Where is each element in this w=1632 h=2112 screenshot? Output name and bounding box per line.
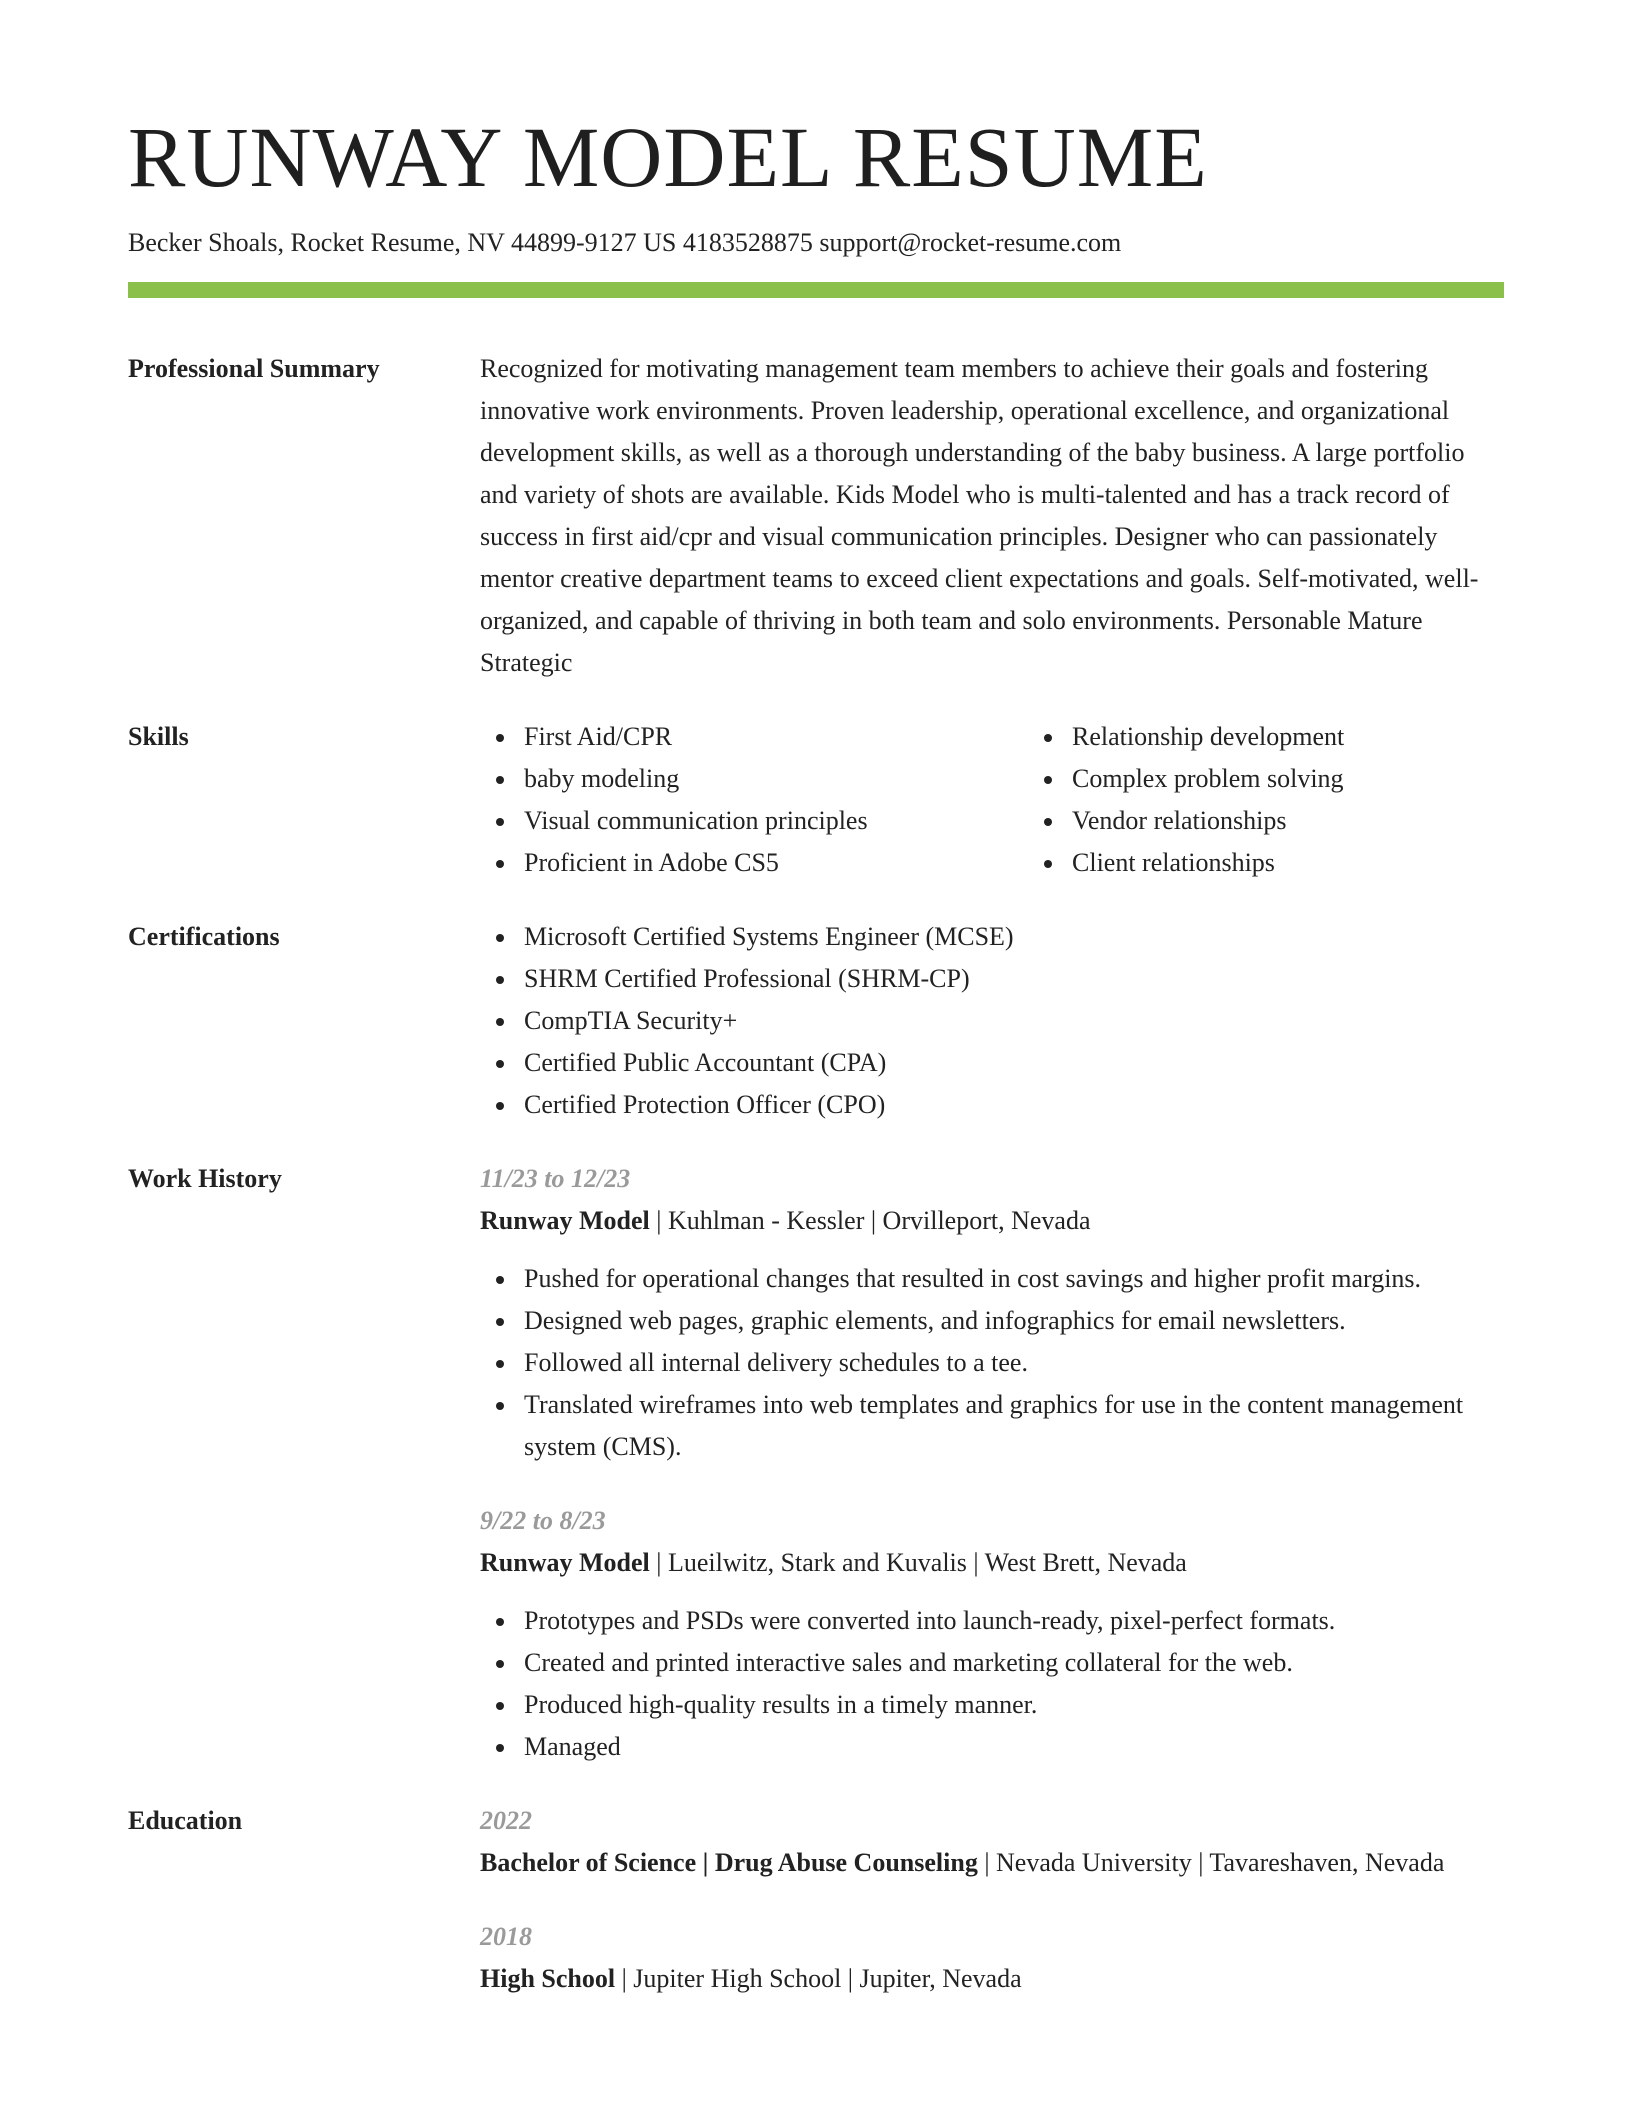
skills-list-left: [480, 716, 1028, 884]
education-degree: High School: [480, 1964, 616, 1993]
summary-text: Recognized for motivating management team members to achieve their goals and fostering innovative work environments. Proven leadership, operational excellence, and organizational development skills, as well as a thorough understanding of the baby business. A large portfolio and variety of shots are available. Kids Model who is multi-talented and has a track record of success in first aid/cpr and visual communication principles. Designer who can passionately mentor creative department teams to exceed client expectations and goals. Self-motivated, well-organized, and capable of thriving in both team and solo environments. Personable Mature Strategic: [480, 354, 1479, 677]
skills-grid: [480, 716, 1576, 884]
skill-item: Proficient in Adobe CS5: [524, 842, 1028, 884]
certification-item: Certified Public Accountant (CPA): [524, 1042, 1504, 1084]
education-line: [480, 1842, 1504, 1884]
skill-item: baby modeling: [524, 758, 1028, 800]
job-bullets: [480, 1600, 1504, 1768]
job-bullet: Produced high-quality results in a timely manner.: [524, 1684, 1504, 1726]
certification-item: Certified Protection Officer (CPO): [524, 1084, 1504, 1126]
education-details: | Jupiter High School | Jupiter, Nevada: [615, 1964, 1022, 1993]
certifications-list: [480, 916, 1504, 1126]
certifications-section: [128, 916, 1504, 1126]
education-year: 2022: [480, 1806, 532, 1835]
skill-item: Visual communication principles: [524, 800, 1028, 842]
skill-item: Complex problem solving: [1072, 758, 1576, 800]
certifications-heading: Certifications: [128, 922, 280, 951]
job-entry: [480, 1158, 1504, 1468]
education-section: [128, 1800, 1504, 2000]
summary-section: [128, 348, 1504, 684]
resume-title: RUNWAY MODEL RESUME: [128, 109, 1208, 205]
job-dates: 11/23 to 12/23: [480, 1164, 631, 1193]
education-line: [480, 1958, 1504, 2000]
education-degree: Bachelor of Science | Drug Abuse Counseling: [480, 1848, 978, 1877]
skills-section: [128, 716, 1504, 884]
education-details: | Nevada University | Tavareshaven, Nevada: [977, 1848, 1445, 1877]
education-entry: [480, 1800, 1504, 1884]
job-role-line: [480, 1542, 1504, 1584]
skills-list-right: [1028, 716, 1576, 884]
header-divider: [128, 282, 1504, 298]
summary-heading: Professional Summary: [128, 354, 380, 383]
skills-heading: Skills: [128, 722, 189, 751]
job-bullet: Managed: [524, 1726, 1504, 1768]
certification-item: Microsoft Certified Systems Engineer (MCSE): [524, 916, 1504, 958]
job-bullet: Followed all internal delivery schedules to a tee.: [524, 1342, 1504, 1384]
job-bullet: Pushed for operational changes that resulted in cost savings and higher profit margins.: [524, 1258, 1504, 1300]
skill-item: Vendor relationships: [1072, 800, 1576, 842]
skill-item: Relationship development: [1072, 716, 1576, 758]
skill-item: Client relationships: [1072, 842, 1576, 884]
education-heading: Education: [128, 1806, 243, 1835]
job-bullet: Designed web pages, graphic elements, and infographics for email newsletters.: [524, 1300, 1504, 1342]
contact-line: Becker Shoals, Rocket Resume, NV 44899-9127 US 4183528875 support@rocket-resume.com: [128, 228, 1122, 257]
job-bullets: [480, 1258, 1504, 1468]
job-bullet: Translated wireframes into web templates and graphics for use in the content management system (CMS).: [524, 1384, 1504, 1468]
job-bullet: Prototypes and PSDs were converted into launch-ready, pixel-perfect formats.: [524, 1600, 1504, 1642]
work-history-section: [128, 1158, 1504, 1768]
job-entry: [480, 1500, 1504, 1768]
work-history-heading: Work History: [128, 1164, 282, 1193]
job-details: | Lueilwitz, Stark and Kuvalis | West Brett, Nevada: [649, 1548, 1187, 1577]
skill-item: First Aid/CPR: [524, 716, 1028, 758]
certification-item: SHRM Certified Professional (SHRM-CP): [524, 958, 1504, 1000]
job-dates: 9/22 to 8/23: [480, 1506, 606, 1535]
certification-item: CompTIA Security+: [524, 1000, 1504, 1042]
education-year: 2018: [480, 1922, 532, 1951]
job-details: | Kuhlman - Kessler | Orvilleport, Nevada: [649, 1206, 1091, 1235]
job-role: Runway Model: [480, 1206, 650, 1235]
job-bullet: Created and printed interactive sales and marketing collateral for the web.: [524, 1642, 1504, 1684]
education-entry: [480, 1916, 1504, 2000]
job-role: Runway Model: [480, 1548, 650, 1577]
job-role-line: [480, 1200, 1504, 1242]
